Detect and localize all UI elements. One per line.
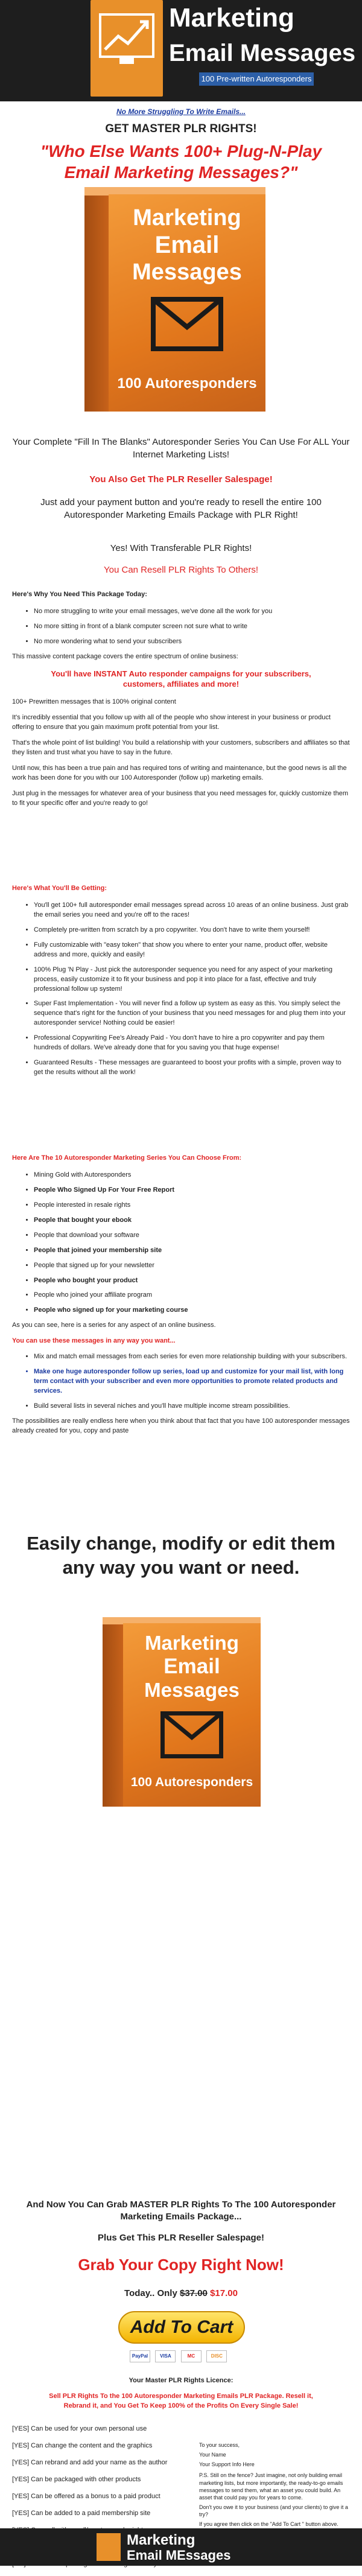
intro-reseller-salespage: You Also Get The PLR Reseller Salespage! bbox=[89, 474, 273, 485]
why-until: Until now, this has been a true pain and has required tons of writing and maintenance, but the good news is all the work has been done for you with our 100 Autoresponder (follow up) marketing emails. bbox=[12, 765, 347, 782]
header-title-line1: Marketing bbox=[169, 3, 294, 33]
licence-item: [YES] Can change the content and the graphics bbox=[12, 2441, 153, 2449]
series-item: • People interested in resale rights bbox=[34, 1201, 350, 1210]
agree-text: If you agree then click on the "Add To Cart " button above. bbox=[199, 2521, 338, 2528]
footer-title-line1: Marketing bbox=[127, 2532, 195, 2548]
new-price: $17.00 bbox=[210, 2288, 238, 2298]
series-list bbox=[12, 1171, 350, 1315]
envelope-icon bbox=[160, 1711, 223, 1758]
getting-item: • 100% Plug 'N Play - Just pick the autoresponder sequence you need for any aspect of your marketing process, easily customize it to fit your business and pop it into place for a fast, effective and truly professional follow up system! bbox=[34, 965, 350, 994]
box-title-line3: Messages bbox=[132, 259, 242, 285]
offer-grab-master: And Now You Can Grab MASTER PLR Rights To The 100 Autoresponder Marketing Emails Package... bbox=[26, 2199, 336, 2222]
envelope-icon bbox=[151, 297, 223, 351]
why-item: • No more sitting in front of a blank computer screen not sure what to write bbox=[34, 622, 350, 632]
why-item: • No more wondering what to send your subscribers bbox=[34, 637, 350, 647]
series-item: • People Who Signed Up For Your Free Report bbox=[34, 1186, 350, 1195]
add-to-cart-button[interactable]: Add To Cart bbox=[118, 2311, 245, 2344]
intro-fill-blanks: Your Complete "Fill In The Blanks" Autoresponder Series You Can Use For ALL Your Internet Marketing Lists! bbox=[12, 437, 350, 460]
why-list bbox=[12, 607, 350, 647]
intro-resell-plr: You Can Resell PLR Rights To Others! bbox=[104, 565, 258, 575]
series-item: • People that download your software bbox=[34, 1231, 350, 1241]
licence-item: [YES] Can rebrand and add your name as the author bbox=[12, 2458, 168, 2466]
box2-title-line2: Email bbox=[164, 1655, 220, 1678]
why-covers: This massive content package covers the entire spectrum of online business: bbox=[12, 652, 238, 660]
discover-icon: DISC bbox=[206, 2350, 227, 2362]
series-endless: The possibilities are really endless here when you think about that fact that you have 100 autoresponder messages already created for you, copy and paste bbox=[12, 1417, 350, 1434]
visa-icon: VISA bbox=[155, 2350, 176, 2362]
why-item: • No more struggling to write your email messages, we've done all the work for you bbox=[34, 607, 350, 617]
series-item: • Mining Gold with Autoresponders bbox=[34, 1171, 350, 1180]
main-headline: "Who Else Wants 100+ Plug-N-Play Email Marketing Messages?" bbox=[40, 142, 322, 182]
series-use-heading: You can use these messages in any way you want... bbox=[12, 1337, 176, 1345]
box2-title-line3: Messages bbox=[144, 1679, 240, 1701]
why-prewritten: 100+ Prewritten messages that is 100% original content bbox=[12, 698, 176, 706]
ps-text: P.S. Still on the fence? Just imagine, not only building email marketing lists, but more importantly, the ready-to-go emails messages to send them, what an asset you could build. An asset that could pay you for years to come. bbox=[199, 2472, 343, 2501]
price-today-label: Today.. Only bbox=[124, 2288, 177, 2298]
product-box-image bbox=[84, 187, 278, 416]
payment-cards bbox=[130, 2350, 229, 2363]
support-info: Your Support Info Here bbox=[199, 2461, 255, 2468]
get-master-heading: GET MASTER PLR RIGHTS! bbox=[105, 122, 257, 135]
series-item: • People who joined your affiliate program bbox=[34, 1291, 350, 1300]
old-price: $37.00 bbox=[180, 2288, 208, 2298]
no-more-tagline: No More Struggling To Write Emails... bbox=[116, 107, 246, 116]
offer-plus-salespage: Plus Get This PLR Reseller Salespage! bbox=[98, 2233, 264, 2243]
licence-item: [YES] Can be used for your own personal use bbox=[12, 2425, 147, 2432]
paypal-icon: PayPal bbox=[130, 2350, 150, 2362]
dont-owe-text: Don't you owe it to your business (and your clients) to give it a try? bbox=[199, 2504, 348, 2518]
intro-payment-button: Just add your payment button and you're ready to resell the entire 100 Autoresponder Marketing Emails Package with PLR Right! bbox=[40, 497, 322, 520]
series-item: • People who bought your product bbox=[34, 1276, 350, 1286]
why-instant: You'll have INSTANT Auto responder campaigns for your subscribers, customers, affiliates and more! bbox=[51, 669, 311, 689]
footer-title-line2: Email MEssages bbox=[127, 2548, 231, 2563]
licence-item: [YES] Can be offered as a bonus to a paid product bbox=[12, 2492, 160, 2500]
box-footer-text: 100 Autoresponders bbox=[117, 375, 257, 392]
series-item: • People that joined your membership site bbox=[34, 1246, 350, 1256]
series-heading: Here Are The 10 Autoresponder Marketing Series You Can Choose From: bbox=[12, 1154, 242, 1162]
box2-footer-text: 100 Autoresponders bbox=[130, 1775, 253, 1789]
header-product-box bbox=[91, 0, 163, 97]
price-line bbox=[12, 2288, 350, 2298]
licence-item: [YES] Can be packaged with other products bbox=[12, 2475, 141, 2483]
getting-item: • Guaranteed Results - These messages are guaranteed to boost your profits with a simple, proven way to get the results without all the work! bbox=[34, 1058, 350, 1078]
use-item: • Build several lists in several niches and you'll have multiple income stream possibilities. bbox=[34, 1402, 350, 1411]
licence-item: [YES] Can be added to a paid membership site bbox=[12, 2509, 151, 2517]
use-item: • Make one huge autoresponder follow up series, load up and customize for your mail list, with long term contact with your subscriber and even more opportunities to promote related products and services. bbox=[34, 1367, 350, 1396]
series-item: • People that signed up for your newsletter bbox=[34, 1261, 350, 1271]
header-title-line2: Email Messages bbox=[169, 40, 356, 66]
box2-title-line1: Marketing bbox=[145, 1632, 239, 1654]
your-name: Your Name bbox=[199, 2452, 226, 2458]
mastercard-icon: MC bbox=[181, 2350, 202, 2362]
licence-sell: Sell PLR Rights To the 100 Autoresponder Marketing Emails PLR Package. Resell it, Rebrand it, and You Get To Keep 100% of the Profits On Every Single Sale! bbox=[49, 2392, 313, 2409]
series-item: • People who signed up for your marketing course bbox=[34, 1306, 350, 1315]
getting-item: • You'll get 100+ full autoresponder email messages spread across 10 areas of an online business. Just grab the email series you need and you're off to the races! bbox=[34, 901, 350, 920]
closing-block bbox=[199, 2441, 350, 2536]
getting-item: • Completely pre-written from scratch by a pro copywriter. You don't have to write them yourself! bbox=[34, 926, 350, 935]
getting-item: • Super Fast Implementation - You will never find a follow up system as easy as this. You simply select the sequence that's right for the function of your business that you need messages for and plug them into your autoresponder service! Nothing could be easier! bbox=[34, 999, 350, 1028]
to-success: To your success, bbox=[199, 2442, 240, 2448]
why-heading: Here's Why You Need This Package Today: bbox=[12, 591, 147, 598]
getting-list bbox=[12, 901, 350, 1078]
series-item: • People that bought your ebook bbox=[34, 1216, 350, 1226]
product-box-image-2 bbox=[103, 1617, 272, 1810]
easily-change-heading: Easily change, modify or edit them any way you want or need. bbox=[27, 1533, 335, 1579]
header-banner bbox=[0, 0, 362, 101]
getting-heading: Here's What You'll Be Getting: bbox=[12, 885, 107, 892]
getting-item: • Professional Copywriting Fee's Already Paid - You don't have to hire a pro copywriter and pay them hundreds of dollars. We've already done that for you saving you that huge expense! bbox=[34, 1034, 350, 1053]
footer-logo-box bbox=[97, 2533, 121, 2561]
footer-banner bbox=[0, 2528, 362, 2566]
box-title-line2: Email bbox=[154, 232, 220, 258]
use-list bbox=[12, 1352, 350, 1411]
why-point: That's the whole point of list building! You build a relationship with your customers, subscribers and affiliates so that they listen and trust what you have to say in the future. bbox=[12, 739, 350, 757]
chart-growth-icon bbox=[98, 12, 156, 66]
offer-grab-copy: Grab Your Copy Right Now! bbox=[78, 2256, 284, 2274]
intro-transferable: Yes! With Transferable PLR Rights! bbox=[110, 543, 252, 553]
box-title-line1: Marketing bbox=[133, 205, 241, 231]
getting-item: • Fully customizable with "easy token" that show you where to enter your name, product offer, website address and more, quickly and easily! bbox=[34, 941, 350, 960]
why-value: It's incredibly essential that you follow up with all of the people who show interest in your business or product offering to ensure that you gain maximum profit potential from your list. bbox=[12, 714, 331, 731]
licence-heading: Your Master PLR Rights Licence: bbox=[129, 2377, 233, 2384]
why-plug: Just plug in the messages for whatever area of your business that you need messages for, quickly customize them to fit your specific offer and you're ready to go! bbox=[12, 790, 349, 807]
header-subtitle: 100 Pre-written Autoresponders bbox=[199, 72, 314, 86]
use-item: • Mix and match email messages from each series for even more relationship building with your subscribers. bbox=[34, 1352, 350, 1362]
series-as-you-can: As you can see, here is a series for any aspect of an online business. bbox=[12, 1321, 216, 1329]
